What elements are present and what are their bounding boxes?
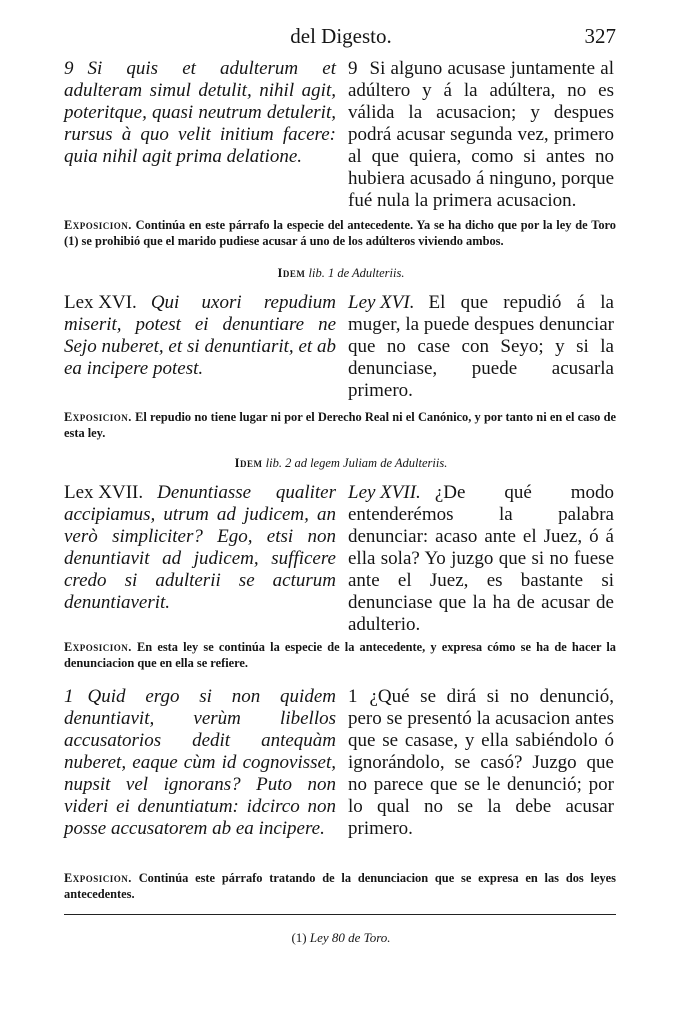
- exposicion-text: Continúa este párrafo tratando de la denunciacion que se expresa en las dos leyes antecedentes.: [64, 871, 616, 901]
- exposicion-note: [64, 217, 616, 249]
- footnote: [0, 930, 682, 946]
- exposicion-text: En esta ley se continúa la especie de la antecedente, y expresa cómo se ha de hacer la denunciacion que en ella se refiere.: [64, 640, 616, 670]
- exposicion-label: Exposicion.: [64, 871, 132, 885]
- paragraph-number: 9: [64, 58, 74, 79]
- latin-text: Quid ergo si non quidem denuntiavit, verùm libellos accusatorios dedit antequàm nuberet, eaque cùm id cognovisset, nupsit vel ignorans? Puto non videri ei denuntiatum: idcirco non posse accusatorem ab ea incipere.: [64, 686, 336, 839]
- spanish-text: ¿Qué se dirá si no denunció, pero se presentó la acusacion antes que se casase, y ella sabiéndolo ó ignorándolo, se casó? Juzgo que no parece que se le denunció; por lo qual no se la debe acusar primero.: [348, 686, 614, 839]
- spanish-text: Si alguno acusase juntamente al adúltero y á la adúltera, no es válida la acusacion; y despues podrá acusar segunda vez, primero al que quiera, como si antes no hubiera acusado á ninguno, porque fué nula la primera acusacion.: [348, 58, 614, 211]
- footnote-text: Ley 80 de Toro.: [309, 930, 391, 945]
- ley-number: Ley XVII.: [348, 482, 421, 503]
- running-title: del Digesto.: [290, 24, 392, 48]
- exposicion-text: El repudio no tiene lugar ni por el Derecho Real ni el Canónico, y por tanto ni en el caso de esta ley.: [64, 410, 616, 440]
- lex-number: Lex XVI.: [64, 292, 137, 313]
- exposicion-text: Continúa en este párrafo la especie del antecedente. Ya se ha dicho que por la ley de Toro (1) se prohibió que el marido pudiese acusar á uno de los adúlteros viviendo ambos.: [64, 218, 616, 248]
- page-number: 327: [584, 24, 616, 48]
- source-citation: Idem lib. 2 ad legem Juliam de Adulteriis.: [234, 456, 448, 470]
- exposicion-label: Exposicion.: [64, 640, 132, 654]
- latin-text: Denuntiasse qualiter accipiamus, utrum ad judicem, an verò simpliciter? Ego, etsi non denuntiavit ad judicem, sufficere credo si adulterii se acturum denuntiaverit.: [64, 482, 336, 613]
- exposicion-label: Exposicion.: [64, 218, 132, 232]
- spanish-text: ¿De qué modo entenderémos la palabra denunciar: acaso ante el Juez, ó á ella sola? Yo juzgo que si no fuese ante el Juez, es bastante si denunciase que la ha de acusar de adulterio.: [348, 482, 614, 635]
- ley-number: Ley XVI.: [348, 292, 415, 313]
- source-citation: Idem lib. 1 de Adulteriis.: [277, 266, 405, 280]
- latin-lex-xvii: [64, 482, 336, 614]
- exposicion-note: [64, 870, 616, 902]
- spanish-ley-xvii: [348, 482, 614, 636]
- footnote-rule: [64, 914, 616, 915]
- latin-paragraph-1: [64, 686, 336, 840]
- paragraph-number: 1: [348, 686, 358, 707]
- paragraph-number: 1: [64, 686, 74, 707]
- spanish-ley-xvi: [348, 292, 614, 402]
- latin-text: Qui uxori repudium miserit, potest ei denuntiare ne Sejo nuberet, et si denuntiarit, et ab ea incipere potest.: [64, 292, 336, 379]
- spanish-paragraph-1: [348, 686, 614, 840]
- latin-text: Si quis et adulterum et adulteram simul detulit, nihil agit, poteritque, quasi neutrum detulerit, rursus à quo velit initium facere: quia nihil agit prima delatione.: [64, 58, 336, 167]
- exposicion-label: Exposicion.: [64, 410, 132, 424]
- latin-paragraph-9: [64, 58, 336, 168]
- spanish-paragraph-9: [348, 58, 614, 212]
- lex-number: Lex XVII.: [64, 482, 144, 503]
- footnote-marker: (1): [291, 930, 307, 945]
- latin-lex-xvi: [64, 292, 336, 380]
- exposicion-note: [64, 639, 616, 671]
- spanish-text: El que repudió á la muger, la puede despues denunciar que no case con Seyo; y si la denunciase, puede acusarla primero.: [348, 292, 614, 401]
- exposicion-note: [64, 409, 616, 441]
- paragraph-number: 9: [348, 58, 358, 79]
